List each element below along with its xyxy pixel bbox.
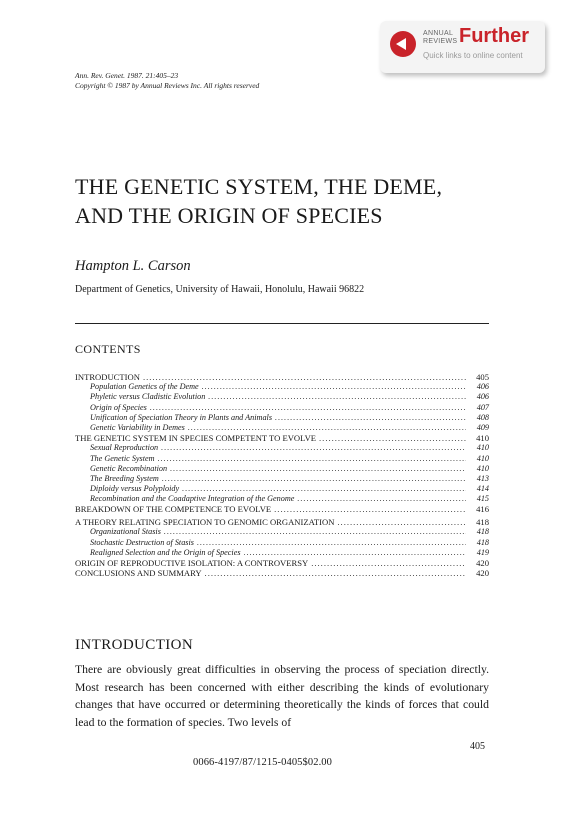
toc-entry-title: Sexual Reproduction [90,443,159,453]
toc-entry [75,568,489,578]
article-title-line-1: THE GENETIC SYSTEM, THE DEME, [75,174,443,199]
toc-entry-title: The Breeding System [90,473,159,483]
toc-entry-title: Genetic Variability in Demes [90,422,185,432]
toc-entry-page: 406 [476,392,489,402]
toc-entry-title: A THEORY RELATING SPECIATION TO GENOMIC ORGANIZATION [75,517,335,528]
journal-copyright: Copyright © 1987 by Annual Reviews Inc. All rights reserved [75,81,260,90]
toc-entry-title: Population Genetics of the Deme [90,382,199,392]
table-of-contents [75,372,489,578]
toc-leader-dots [158,454,466,464]
toc-entry-page: 420 [476,557,489,568]
toc-entry [75,484,489,494]
toc-entry-title: CONCLUSIONS AND SUMMARY [75,568,202,579]
toc-leader-dots [143,372,466,382]
toc-entry [75,382,489,392]
toc-entry-title: Origin of Species [90,402,147,412]
toc-entry [75,443,489,453]
toc-leader-dots [161,443,466,453]
toc-entry [75,454,489,464]
author-affiliation: Department of Genetics, University of Hawaii, Honolulu, Hawaii 96822 [75,284,365,295]
contents-heading: CONTENTS [75,342,141,356]
toc-entry-page: 414 [476,484,489,494]
toc-entry-title: Stochastic Destruction of Stasis [90,537,194,547]
toc-entry [75,464,489,474]
toc-leader-dots [205,568,466,578]
copyright-code: 0066-4197/87/1215-0405$02.00 [193,757,333,768]
toc-entry-title: INTRODUCTION [75,372,140,382]
toc-entry [75,423,489,433]
toc-leader-dots [188,423,466,433]
badge-annual-label: ANNUAL [423,30,454,37]
toc-entry-title: Genetic Recombination [90,463,168,473]
introduction-paragraph: There are obviously great difficulties in observing the process of speciation directly. Most research has been concerned with either describing the kinds of evolutionary changes that have occurred or determining theoretically the kinds of forces that could lead to the formation of species. Two levels of [75,663,489,729]
toc-entry [75,413,489,423]
toc-leader-dots [311,558,466,568]
toc-leader-dots [297,494,466,504]
toc-leader-dots [202,382,466,392]
toc-leader-dots [208,392,466,402]
toc-leader-dots [164,527,466,537]
toc-entry-page: 415 [476,494,489,504]
toc-entry-title: BREAKDOWN OF THE COMPETENCE TO EVOLVE [75,504,272,515]
toc-entry-page: 410 [476,443,489,453]
toc-entry-page: 418 [476,517,489,528]
back-arrow-icon [390,31,416,57]
toc-entry-title: THE GENETIC SYSTEM IN SPECIES COMPETENT TO EVOLVE [75,433,317,444]
annual-reviews-further-badge[interactable] [380,21,545,73]
page-number: 405 [470,741,485,752]
toc-entry-page: 409 [476,422,489,432]
toc-entry-title: Realigned Selection and the Origin of Species [90,547,241,557]
toc-entry-title: Phyletic versus Cladistic Evolution [90,392,206,402]
toc-entry-page: 419 [476,547,489,557]
toc-entry-title: ORIGIN OF REPRODUCTIVE ISOLATION: A CONTROVERSY [75,557,309,568]
badge-further-label: Further [459,25,529,47]
toc-entry-page: 405 [476,372,489,382]
toc-leader-dots [197,538,466,548]
journal-citation: Ann. Rev. Genet. 1987. 21:405–23 [75,71,179,80]
toc-entry [75,538,489,548]
toc-entry [75,504,489,514]
toc-leader-dots [170,464,466,474]
toc-leader-dots [150,403,466,413]
article-title-line-2: AND THE ORIGIN OF SPECIES [75,203,383,228]
toc-entry [75,474,489,484]
toc-entry-title: Diploidy versus Polyploidy [90,484,180,494]
toc-leader-dots [274,504,466,514]
toc-entry [75,517,489,527]
toc-entry-title: Unification of Speciation Theory in Plants and Animals [90,412,273,422]
toc-entry-page: 410 [476,433,489,444]
divider-rule [75,323,489,324]
toc-entry-title: The Genetic System [90,453,155,463]
toc-entry-page: 406 [476,382,489,392]
toc-entry [75,392,489,402]
toc-entry-page: 410 [476,453,489,463]
toc-entry [75,527,489,537]
toc-entry-page: 413 [476,473,489,483]
toc-entry-title: Recombination and the Coadaptive Integration of the Genome [90,494,295,504]
toc-entry-page: 407 [476,402,489,412]
badge-reviews-label: REVIEWS [423,38,458,45]
toc-leader-dots [275,413,466,423]
toc-entry [75,433,489,443]
toc-leader-dots [319,433,466,443]
author-name: Hampton L. Carson [75,258,191,274]
toc-entry-page: 418 [476,537,489,547]
toc-entry [75,558,489,568]
toc-entry-title: Organizational Stasis [90,527,161,537]
toc-entry-page: 408 [476,412,489,422]
article-title [75,172,515,230]
toc-leader-dots [244,548,466,558]
toc-entry-page: 416 [476,504,489,515]
toc-entry-page: 420 [476,568,489,579]
toc-entry [75,403,489,413]
toc-leader-dots [162,474,466,484]
toc-leader-dots [182,484,466,494]
badge-subtitle: Quick links to online content [423,51,523,60]
toc-entry [75,494,489,504]
toc-entry-page: 410 [476,463,489,473]
toc-entry [75,548,489,558]
toc-entry [75,372,489,382]
introduction-heading: INTRODUCTION [75,637,194,653]
toc-leader-dots [337,517,466,527]
toc-entry-page: 418 [476,527,489,537]
